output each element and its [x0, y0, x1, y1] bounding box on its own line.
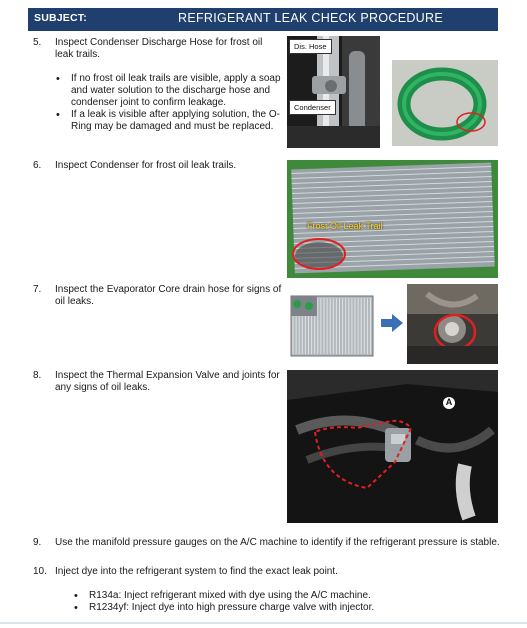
step-text: Inspect the Evaporator Core drain hose for signs of oil leaks.	[55, 284, 282, 307]
step-number: 9.	[33, 537, 42, 548]
dis-hose-callout: Dis. Hose	[289, 39, 332, 54]
step-text: Inspect Condenser Discharge Hose for frost oil leak trails.	[55, 37, 263, 60]
step-number: 5.	[33, 37, 42, 48]
discharge-hose-photo	[287, 36, 380, 148]
step-10-bullets	[74, 590, 494, 614]
step-number: 8.	[33, 370, 42, 381]
page-title: REFRIGERANT LEAK CHECK PROCEDURE	[178, 11, 443, 25]
list-item: • If a leak is visible after applying solution, the O-Ring may be damaged and must be replaced.	[56, 109, 284, 133]
subject-label: SUBJECT:	[34, 12, 87, 24]
condenser-photo	[287, 160, 498, 278]
section-header	[28, 8, 498, 31]
arrow-right-icon	[381, 314, 403, 332]
evaporator-illustration	[287, 284, 375, 362]
step-number: 7.	[33, 284, 42, 295]
list-item: • R134a: Inject refrigerant mixed with dye using the A/C machine.	[74, 590, 494, 602]
list-item: • R1234yf: Inject dye into high pressure charge valve with injector.	[74, 602, 494, 614]
frost-oil-leak-trail-label: Frost Oil Leak Trail	[307, 221, 383, 231]
step-text: Inspect Condenser for frost oil leak trails.	[55, 160, 237, 171]
o-ring-photo	[392, 60, 498, 146]
footer-divider	[0, 622, 527, 624]
list-item: • If no frost oil leak trails are visible, apply a soap and water solution to the discharge hose and condenser joint to confirm leakage.	[56, 73, 284, 109]
condenser-callout: Condenser	[289, 100, 336, 115]
step-5-bullets	[56, 73, 284, 133]
drain-hose-illustration	[407, 284, 498, 364]
step-text: Inspect the Thermal Expansion Valve and joints for any signs of oil leaks.	[55, 370, 280, 393]
evaporator-core-photo	[287, 284, 375, 362]
condenser-illustration	[287, 160, 498, 278]
step-text: Inject dye into the refrigerant system to find the exact leak point.	[55, 566, 338, 577]
expansion-valve-photo	[287, 370, 498, 523]
step-text: Use the manifold pressure gauges on the A/C machine to identify if the refrigerant pressure is stable.	[55, 537, 500, 548]
marker-a-label: A	[445, 397, 453, 407]
step-number: 10.	[33, 566, 47, 577]
step-number: 6.	[33, 160, 42, 171]
expansion-valve-illustration	[287, 370, 498, 523]
drain-hose-photo	[407, 284, 498, 364]
o-ring-illustration	[392, 60, 498, 146]
